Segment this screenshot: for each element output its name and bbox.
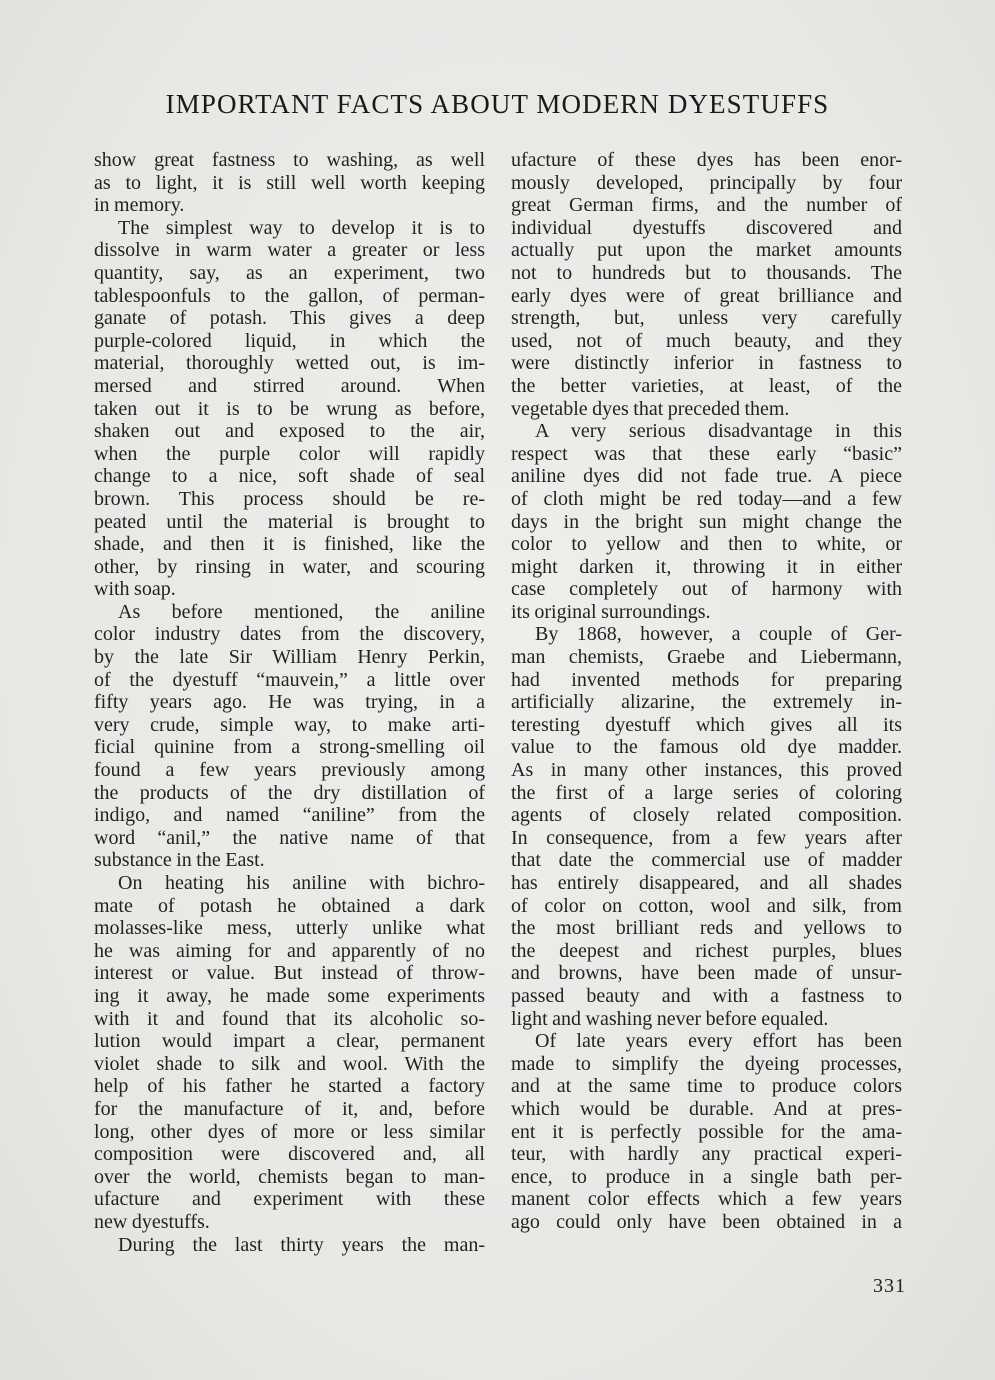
text-line: respect was that these early “basic” xyxy=(511,442,902,465)
text-line: By 1868, however, a couple of Ger- xyxy=(535,623,902,646)
text-line: teresting dyestuff which gives all its xyxy=(511,713,902,736)
text-line: peated until the material is brought to xyxy=(94,510,485,533)
text-line: case completely out of harmony with xyxy=(511,578,902,601)
text-line: ficial quinine from a strong-smelling oil xyxy=(94,736,485,759)
text-line: strength, but, unless very carefully xyxy=(511,307,902,330)
right-column xyxy=(511,149,902,1234)
text-line: the most brilliant reds and yellows to xyxy=(511,917,902,940)
text-line: individual dyestuffs discovered and xyxy=(511,216,902,239)
text-line: that date the commercial use of madder xyxy=(511,849,902,872)
text-line: of the dyestuff “mauvein,” a little over xyxy=(94,668,485,691)
text-line: ago could only have been obtained in a xyxy=(511,1210,902,1233)
text-line: help of his father he started a factory xyxy=(94,1075,485,1098)
text-line: when the purple color will rapidly xyxy=(94,442,485,465)
text-line: During the last thirty years the man- xyxy=(118,1233,485,1256)
text-line: man chemists, Graebe and Liebermann, xyxy=(511,646,902,669)
text-line: passed beauty and with a fastness to xyxy=(511,984,902,1007)
text-line: aniline dyes did not fade true. A piece xyxy=(511,465,902,488)
text-line: over the world, chemists began to man- xyxy=(94,1165,485,1188)
text-line: very crude, simple way, to make arti- xyxy=(94,713,485,736)
text-line: vegetable dyes that preceded them. xyxy=(511,397,790,420)
text-line: not to hundreds but to thousands. The xyxy=(511,261,902,284)
text-line: which would be durable. And at pres- xyxy=(511,1097,902,1120)
text-line: found a few years previously among xyxy=(94,759,485,782)
text-line: and browns, have been made of unsur- xyxy=(511,962,902,985)
text-line: manent color effects which a few years xyxy=(511,1188,902,1211)
text-line: Of late years every effort has been xyxy=(535,1030,902,1053)
text-line: color to yellow and then to white, or xyxy=(511,533,902,556)
text-line: molasses-like mess, utterly unlike what xyxy=(94,917,485,940)
text-line: taken out it is to be wrung as before, xyxy=(94,397,485,420)
text-line: change to a nice, soft shade of seal xyxy=(94,465,485,488)
text-line: new dyestuffs. xyxy=(94,1210,210,1233)
text-line: As before mentioned, the aniline xyxy=(118,600,485,623)
text-line: purple-colored liquid, in which the xyxy=(94,329,485,352)
page-number: 331 xyxy=(873,1275,906,1297)
text-line: mersed and stirred around. When xyxy=(94,374,485,397)
text-line: ing it away, he made some experiments xyxy=(94,984,485,1007)
text-line: mously developed, principally by four xyxy=(511,171,902,194)
text-line: In consequence, from a few years after xyxy=(511,826,902,849)
text-line: and at the same time to produce colors xyxy=(511,1075,902,1098)
text-line: used, not of much beauty, and they xyxy=(511,329,902,352)
text-line: substance in the East. xyxy=(94,849,265,872)
text-line: ent it is perfectly possible for the ama- xyxy=(511,1120,902,1143)
text-line: might darken it, throwing it in either xyxy=(511,555,902,578)
text-line: with soap. xyxy=(94,578,176,601)
text-line: On heating his aniline with bichro- xyxy=(118,872,485,894)
text-line: shade, and then it is finished, like the xyxy=(94,533,485,556)
text-line: mate of potash he obtained a dark xyxy=(94,894,485,917)
text-line: material, thoroughly wetted out, is im- xyxy=(94,352,485,375)
text-line: artificially alizarine, the extremely in- xyxy=(511,691,902,714)
text-line: quantity, say, as an experiment, two xyxy=(94,261,485,284)
text-line: dissolve in warm water a greater or less xyxy=(94,239,485,262)
text-line: the first of a large series of coloring xyxy=(511,781,902,804)
text-line: with it and found that its alcoholic so- xyxy=(94,1007,485,1030)
text-line: The simplest way to develop it is to xyxy=(118,216,485,239)
text-line: were distinctly inferior in fastness to xyxy=(511,352,902,375)
text-line: indigo, and named “aniline” from the xyxy=(94,804,485,827)
text-line: of cloth might be red today—and a few xyxy=(511,487,902,510)
text-line: ganate of potash. This gives a deep xyxy=(94,307,485,330)
text-line: show great fastness to washing, as well xyxy=(94,149,485,171)
text-line: long, other dyes of more or less similar xyxy=(94,1120,485,1143)
text-line: other, by rinsing in water, and scouring xyxy=(94,555,485,578)
text-line: the better varieties, at least, of the xyxy=(511,374,902,397)
text-line: had invented methods for preparing xyxy=(511,668,902,691)
text-line: fifty years ago. He was trying, in a xyxy=(94,691,485,714)
text-line: actually put upon the market amounts xyxy=(511,239,902,262)
text-line: composition were discovered and, all xyxy=(94,1143,485,1166)
text-line: brown. This process should be re- xyxy=(94,487,485,510)
text-line: As in many other instances, this proved xyxy=(511,759,902,782)
text-line: has entirely disappeared, and all shades xyxy=(511,872,902,894)
text-line: value to the famous old dye madder. xyxy=(511,736,902,759)
text-line: early dyes were of great brilliance and xyxy=(511,284,902,307)
running-title: IMPORTANT FACTS ABOUT MODERN DYESTUFFS xyxy=(165,89,830,119)
text-line: violet shade to silk and wool. With the xyxy=(94,1052,485,1075)
text-line: teur, with hardly any practical experi- xyxy=(511,1143,902,1166)
text-line: the deepest and richest purples, blues xyxy=(511,939,902,962)
text-line: lution would impart a clear, permanent xyxy=(94,1030,485,1053)
text-line: ence, to produce in a single bath per- xyxy=(511,1165,902,1188)
text-line: ufacture and experiment with these xyxy=(94,1188,485,1211)
text-line: he was aiming for and apparently of no xyxy=(94,939,485,962)
text-line: in memory. xyxy=(94,194,185,217)
text-line: days in the bright sun might change the xyxy=(511,510,902,533)
text-line: shaken out and exposed to the air, xyxy=(94,420,485,443)
left-column xyxy=(94,149,485,1256)
text-line: as to light, it is still well worth keeping xyxy=(94,171,485,194)
text-line: the products of the dry distillation of xyxy=(94,781,485,804)
text-line: great German firms, and the number of xyxy=(511,194,902,217)
text-line: made to simplify the dyeing processes, xyxy=(511,1052,902,1075)
text-line: word “anil,” the native name of that xyxy=(94,826,485,849)
text-line: interest or value. But instead of throw- xyxy=(94,962,485,985)
text-line: agents of closely related composition. xyxy=(511,804,902,827)
text-line: ufacture of these dyes has been enor- xyxy=(511,149,902,171)
text-line: for the manufacture of it, and, before xyxy=(94,1097,485,1120)
text-line: A very serious disadvantage in this xyxy=(535,420,902,443)
text-line: its original surroundings. xyxy=(511,600,711,623)
text-line: light and washing never before equaled. xyxy=(511,1007,829,1030)
text-line: by the late Sir William Henry Perkin, xyxy=(94,646,485,669)
text-line: of color on cotton, wool and silk, from xyxy=(511,894,902,917)
text-line: tablespoonfuls to the gallon, of perman- xyxy=(94,284,485,307)
text-line: color industry dates from the discovery, xyxy=(94,623,485,646)
